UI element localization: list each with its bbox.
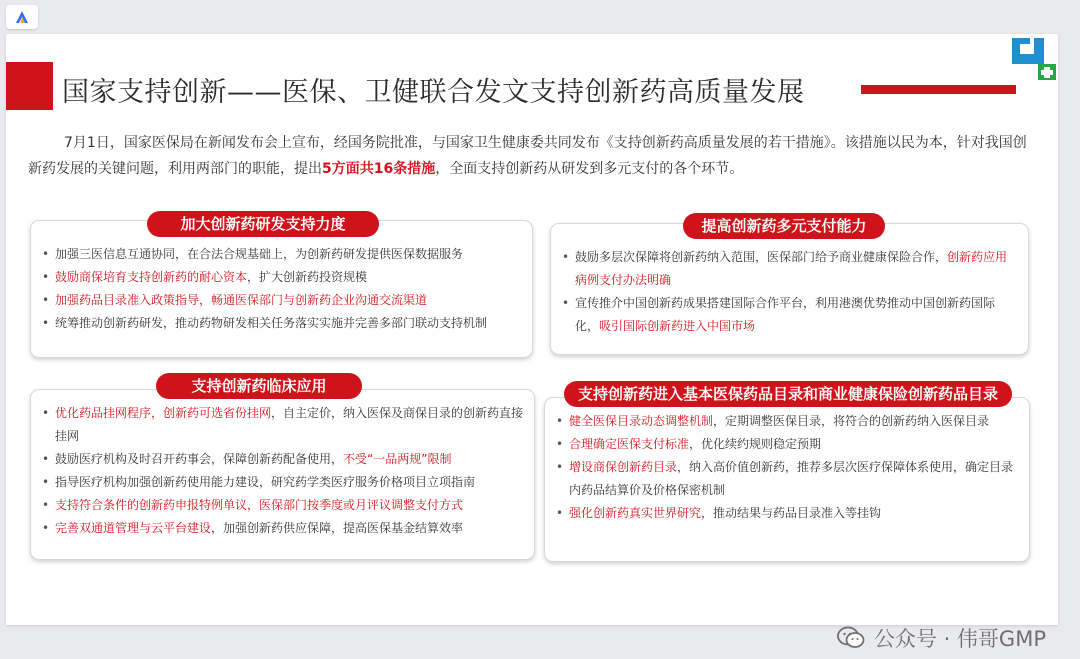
panel-title: 加大创新药研发支持力度 [147, 211, 379, 237]
panel-list [559, 246, 1018, 338]
list-item: • 合理确定医保支付标准，优化续约规则稳定预期 [553, 433, 1019, 456]
intro-paragraph: 7月1日，国家医保局在新闻发布会上宣布，经国务院批准，与国家卫生健康委共同发布《支持创新药高质量发展的若干措施》。该措施以民为本，针对我国创新药发展的关键问题，利用两部门的职能，提出5方面共16条措施，全面支持创新药从研发到多元支付的各个环节。 [28, 135, 1027, 177]
panel-title: 支持创新药临床应用 [156, 373, 362, 399]
panel-list [553, 410, 1019, 525]
list-item: • 统筹推动创新药研发，推动药物研发相关任务落实实施并完善多部门联动支持机制 [39, 312, 522, 335]
list-item: • 鼓励商保培育支持创新药的耐心资本，扩大创新药投资规模 [39, 266, 522, 289]
list-item: • 指导医疗机构加强创新药使用能力建设，研究药学类医疗服务价格项目立项指南 [39, 471, 524, 494]
list-item: • 宣传推介中国创新药成果搭建国际合作平台，利用港澳优势推动中国创新药国际化，吸引国际创新药进入中国市场 [559, 292, 1018, 338]
list-item: • 增设商保创新药目录，纳入高价值创新药，推荐多层次医疗保障体系使用，确定目录内药品结算价及价格保密机制 [553, 456, 1019, 502]
list-item: • 优化药品挂网程序，创新药可选省份挂网，自主定价，纳入医保及商保目录的创新药直接挂网 [39, 402, 524, 448]
list-item: • 加强三医信息互通协同，在合法合规基础上，为创新药研发提供医保数据服务 [39, 243, 522, 266]
list-item: • 完善双通道管理与云平台建设，加强创新药供应保障，提高医保基金结算效率 [39, 517, 524, 540]
slide [6, 34, 1058, 625]
title-accent-line [861, 85, 1016, 94]
panel-list [39, 402, 524, 540]
list-item: • 健全医保目录动态调整机制，定期调整医保目录，将符合的创新药纳入医保目录 [553, 410, 1019, 433]
intro-highlight: 5方面共16条措施 [322, 161, 436, 177]
watermark [836, 623, 1046, 653]
panel-clinical-use [30, 377, 535, 560]
brand-logo-icon [1008, 34, 1058, 82]
list-item: • 鼓励多层次保障将创新药纳入范围，医保部门给予商业健康保险合作，创新药应用病例支付办法明确 [559, 246, 1018, 292]
panel-payment-capacity [550, 217, 1029, 355]
panel-list [39, 243, 522, 335]
list-item: • 鼓励医疗机构及时召开药事会，保障创新药配备使用，不受“一品两规”限制 [39, 448, 524, 471]
app-logo-icon[interactable] [6, 5, 38, 29]
page-title: 国家支持创新——医保、卫健联合发文支持创新药高质量发展 [62, 77, 805, 108]
watermark-text: 公众号 · 伟哥GMP [873, 627, 1046, 651]
list-item: • 加强药品目录准入政策指导，畅通医保部门与创新药企业沟通交流渠道 [39, 289, 522, 312]
panel-catalog-entry [544, 385, 1030, 562]
title-accent-block [6, 62, 53, 110]
wechat-icon [836, 625, 866, 651]
list-item: • 强化创新药真实世界研究，推动结果与药品目录准入等挂钩 [553, 502, 1019, 525]
panel-title: 支持创新药进入基本医保药品目录和商业健康保险创新药品目录 [564, 381, 1012, 407]
list-item: • 支持符合条件的创新药申报特例单议，医保部门按季度或月评议调整支付方式 [39, 494, 524, 517]
panel-title: 提高创新药多元支付能力 [683, 213, 885, 239]
panel-rd-support [30, 215, 533, 358]
